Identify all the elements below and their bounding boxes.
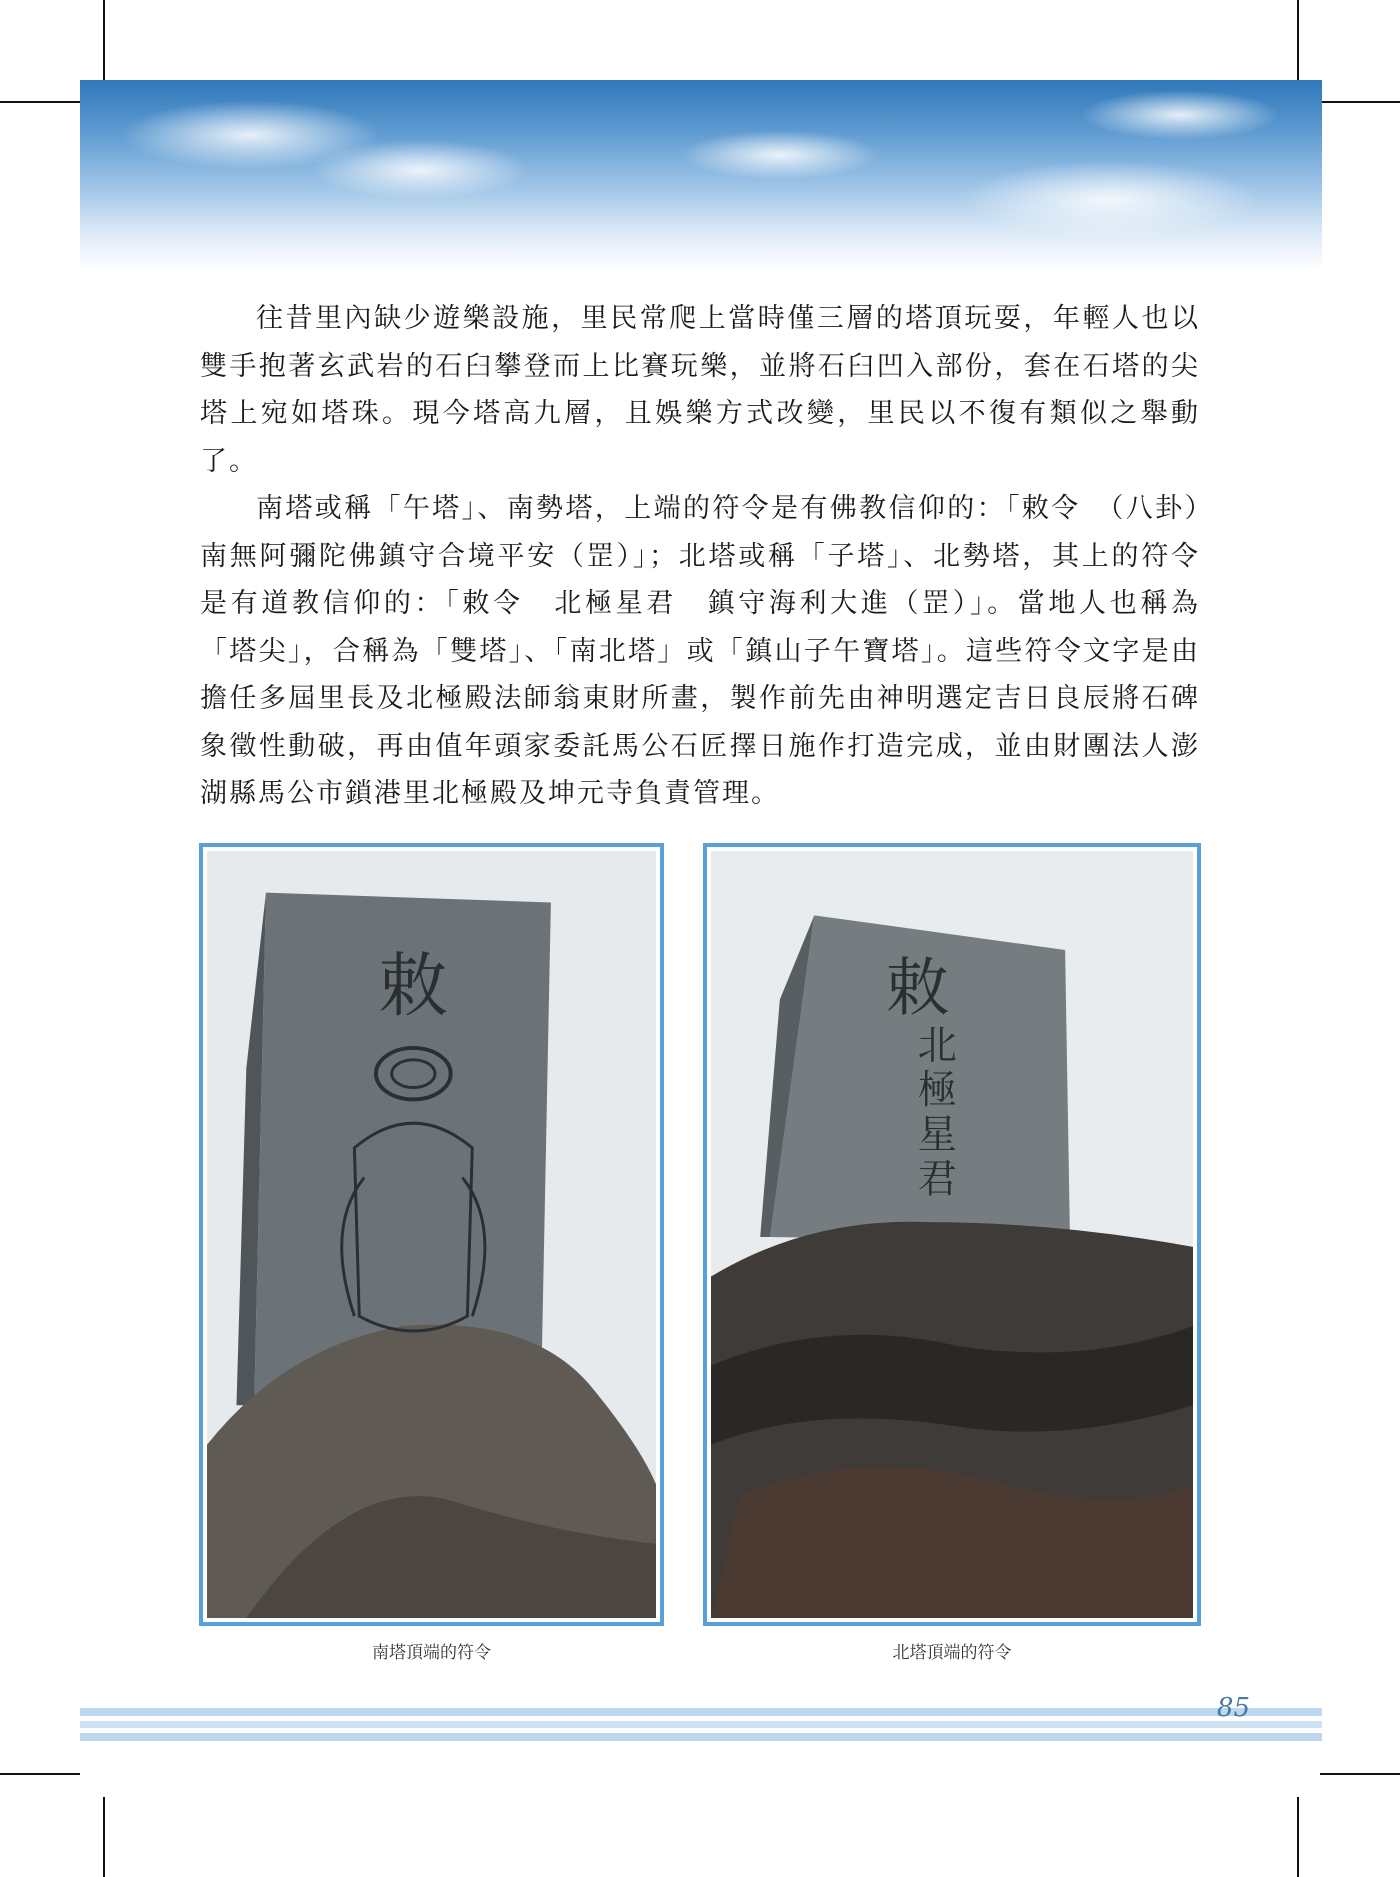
photo-north-tower bbox=[703, 843, 1201, 1626]
article-body bbox=[200, 295, 1200, 818]
footer-stripes bbox=[80, 1708, 1322, 1741]
crop-mark bbox=[1297, 1797, 1299, 1877]
crop-mark bbox=[1320, 1773, 1400, 1775]
photo-caption-left: 南塔頂端的符令 bbox=[372, 1643, 491, 1663]
svg-text:敕: 敕 bbox=[378, 946, 448, 1027]
photo-south-tower bbox=[199, 843, 664, 1626]
crop-mark bbox=[1297, 0, 1299, 80]
photo-caption-right: 北塔頂端的符令 bbox=[892, 1643, 1012, 1663]
sky-banner bbox=[80, 80, 1322, 270]
svg-text:星: 星 bbox=[917, 1111, 957, 1158]
crop-mark bbox=[0, 1773, 80, 1775]
crop-mark bbox=[1320, 101, 1400, 103]
svg-text:極: 極 bbox=[917, 1067, 957, 1114]
svg-text:北: 北 bbox=[917, 1022, 957, 1069]
page-number: 85 bbox=[1216, 1693, 1250, 1723]
paragraph: 南塔或稱「午塔」、南勢塔，上端的符令是有佛教信仰的：「敕令 （八卦）南無阿彌陀佛鎮守合境平安（罡）」；北塔或稱「子塔」、北勢塔，其上的符令是有道教信仰的：「敕令 北極星君 鎮守海利大進（罡）」。當地人也稱為「塔尖」，合稱為「雙塔」、「南北塔」或「鎮山子午寶塔」。這些符令文字是由擔任多屆里長及北極殿法師翁東財所畫，製作前先由神明選定吉日良辰將石碑象徵性動破，再由值年頭家委託馬公石匠擇日施作打造完成，並由財團法人澎湖縣馬公市鎖港里北極殿及坤元寺負責管理。 bbox=[200, 493, 1200, 809]
paragraph: 往昔里內缺少遊樂設施，里民常爬上當時僅三層的塔頂玩耍，年輕人也以雙手抱著玄武岩的石臼攀登而上比賽玩樂，並將石臼凹入部份，套在石塔的尖塔上宛如塔珠。現今塔高九層，且娛樂方式改變，里民以不復有類似之舉動了。 bbox=[200, 303, 1200, 477]
svg-text:敕: 敕 bbox=[886, 950, 950, 1025]
stone-pillar-illustration bbox=[207, 851, 656, 1618]
svg-text:君: 君 bbox=[917, 1156, 957, 1203]
crop-mark bbox=[103, 0, 105, 80]
crop-mark bbox=[103, 1797, 105, 1877]
crop-mark bbox=[0, 101, 80, 103]
stone-pillar-illustration bbox=[711, 851, 1193, 1618]
